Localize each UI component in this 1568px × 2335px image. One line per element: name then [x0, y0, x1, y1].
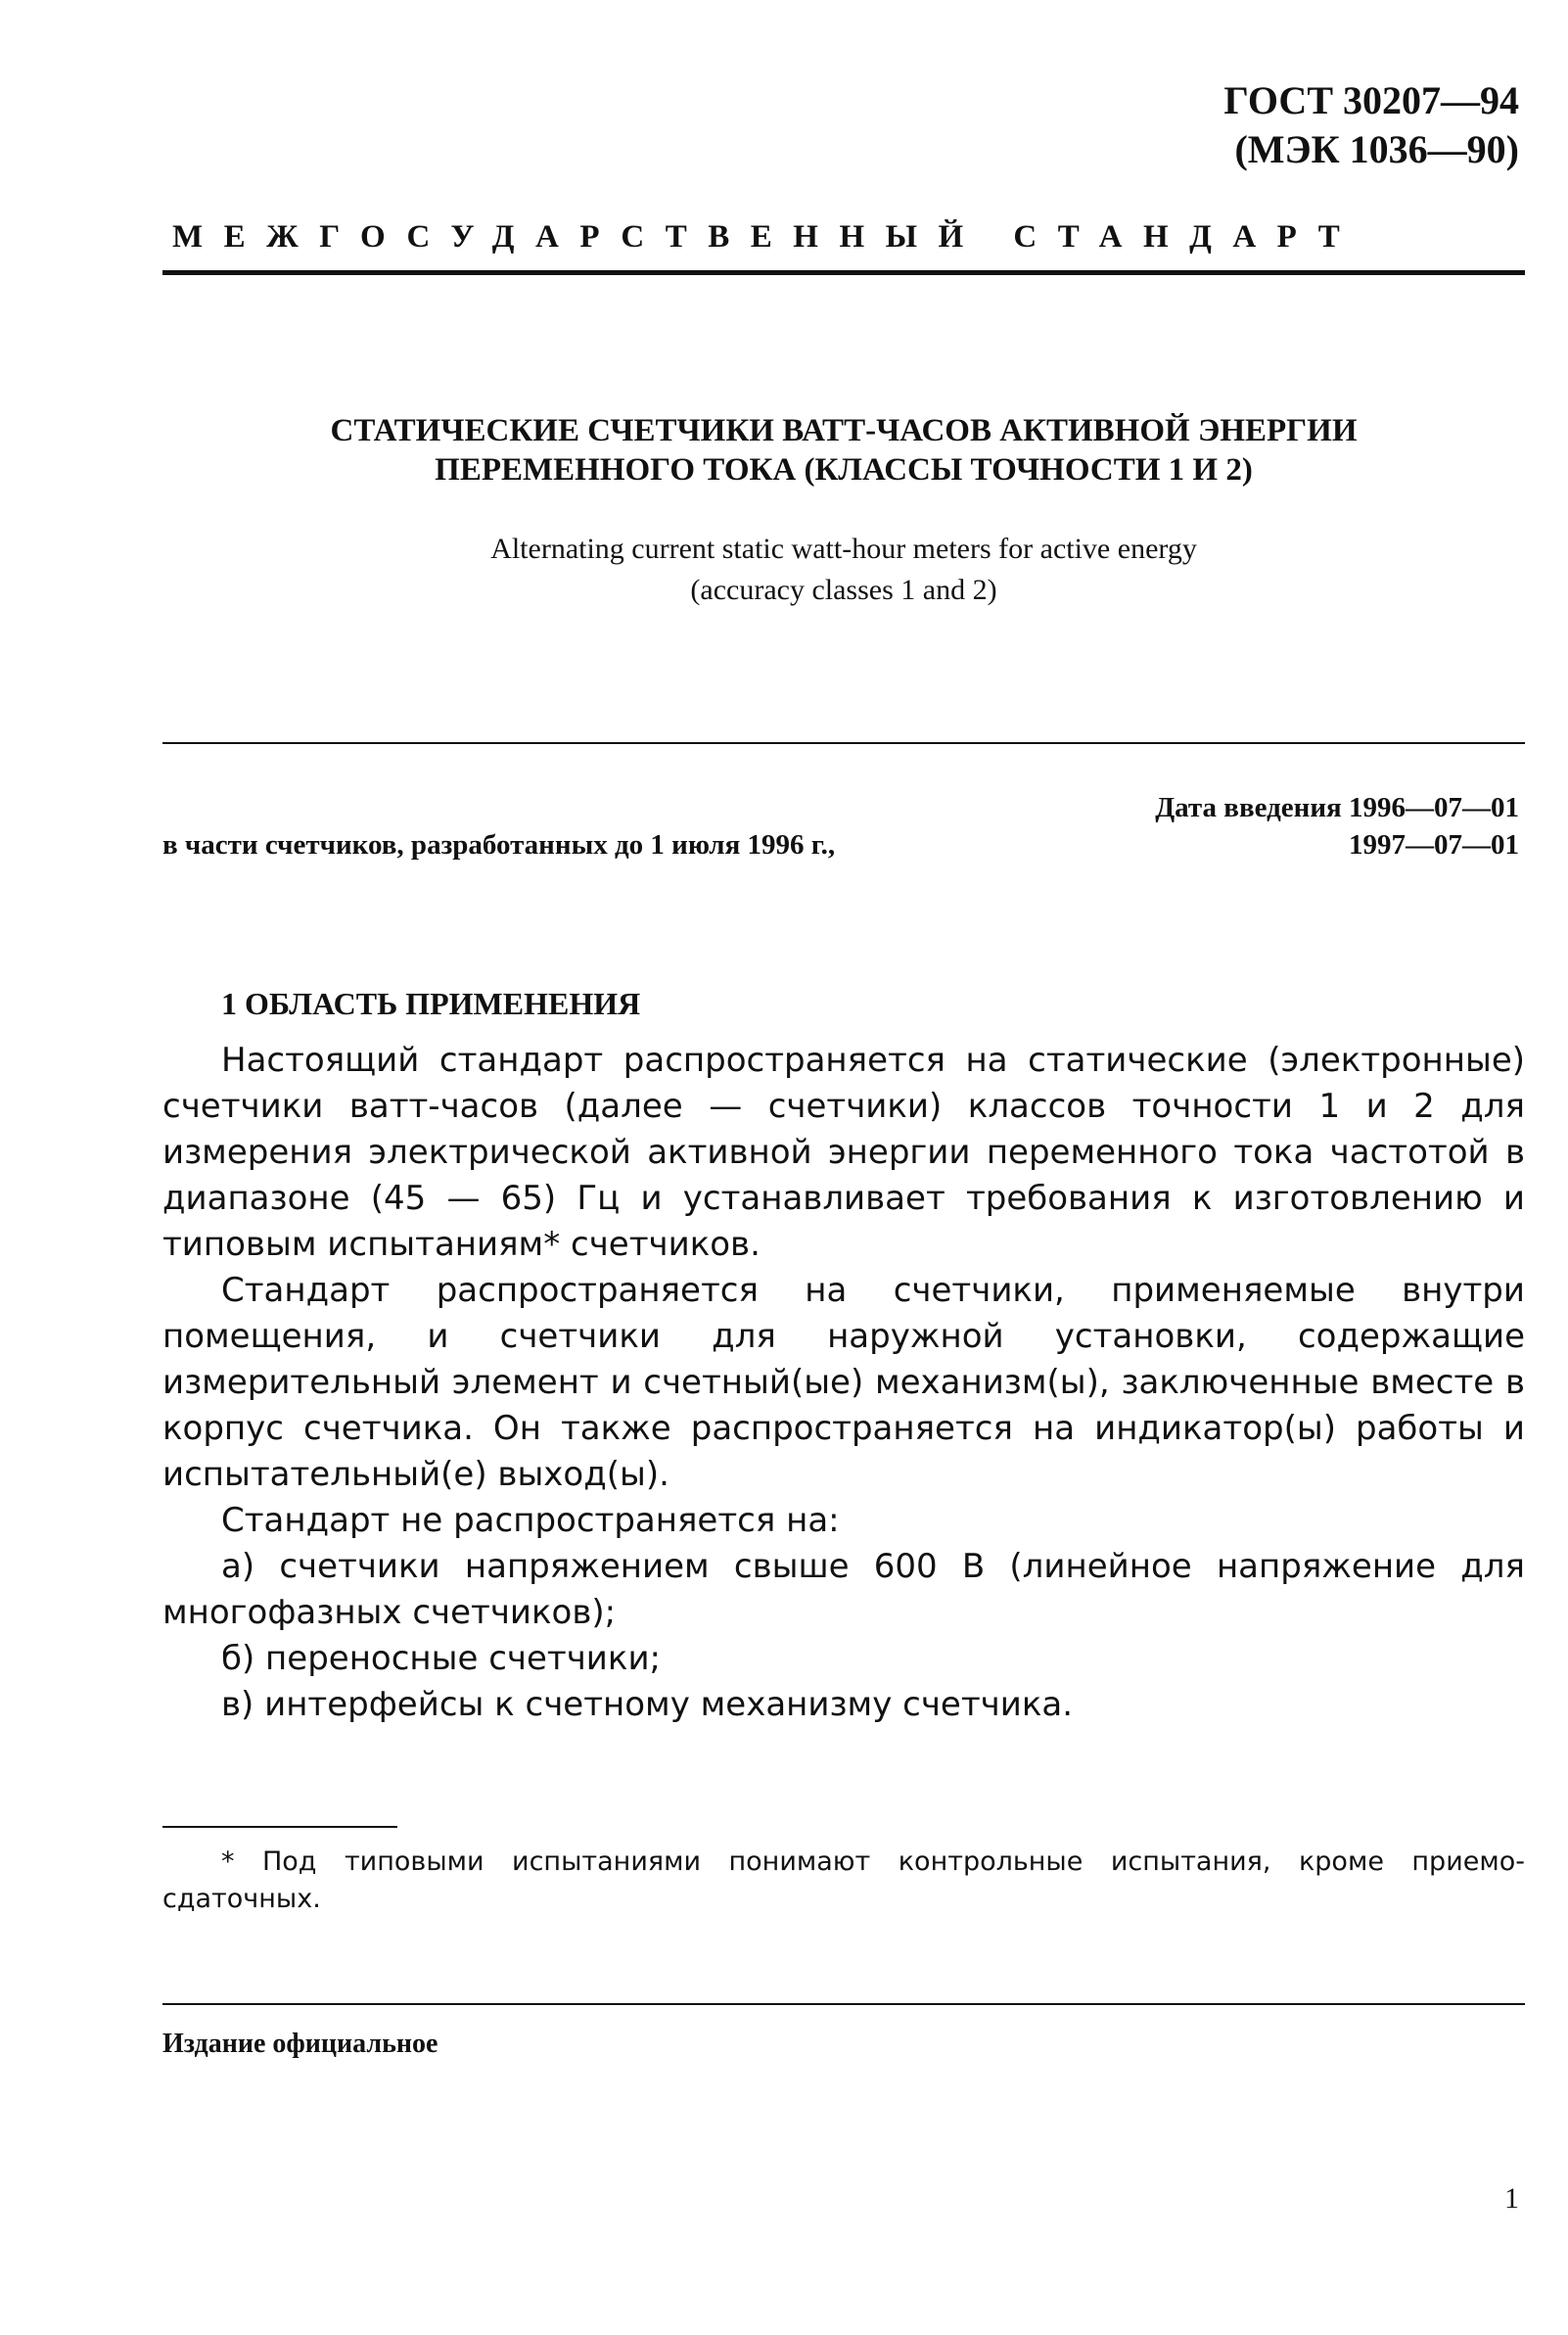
- conditional-date-text: в части счетчиков, разработанных до 1 июля 1996 г.,: [162, 829, 836, 861]
- standard-type: МЕЖГОСУДАРСТВЕННЫЙ СТАНДАРТ: [172, 219, 1361, 255]
- title-russian: [162, 411, 1525, 490]
- page-number: 1: [1504, 2182, 1519, 2215]
- footer-rule: [162, 2003, 1525, 2005]
- paragraph-applies: Стандарт распространяется на счетчики, применяемые внутри помещения, и счетчики для наружной установки, содержащие измерительный элемент и счетный(ые) механизм(ы), заключенные вместе в корпус счетчика. Он также распространяется на индикатор(ы) работы и испытательный(е) выход(ы).: [162, 1271, 1525, 1494]
- title-en-line1: Alternating current static watt-hour meters for active energy: [490, 533, 1197, 565]
- title-en-line2: (accuracy classes 1 and 2): [690, 574, 997, 606]
- title-ru-line2: ПЕРЕМЕННОГО ТОКА (КЛАССЫ ТОЧНОСТИ 1 И 2): [435, 452, 1253, 488]
- list-item-a: а) счетчики напряжением свыше 600 В (линейное напряжение для многофазных счетчиков);: [162, 1547, 1525, 1632]
- intro-date-value: 1996—07—01: [1349, 792, 1519, 823]
- title-rule: [162, 742, 1525, 744]
- footnote: [162, 1844, 1525, 1918]
- header-rule: [162, 270, 1525, 275]
- section-body: [162, 1038, 1525, 1728]
- footnote-text: * Под типовыми испытаниями понимают контрольные испытания, кроме приемо-сдаточных.: [162, 1846, 1525, 1914]
- section-heading: 1 ОБЛАСТЬ ПРИМЕНЕНИЯ: [221, 986, 641, 1021]
- gost-number: ГОСТ 30207—94: [1223, 78, 1519, 122]
- list-item-c: в) интерфейсы к счетному механизму счетчика.: [221, 1685, 1074, 1724]
- title-ru-line1: СТАТИЧЕСКИЕ СЧЕТЧИКИ ВАТТ-ЧАСОВ АКТИВНОЙ ЭНЕРГИИ: [330, 413, 1358, 448]
- title-english: [162, 529, 1525, 611]
- intro-date-label: Дата введения: [1155, 792, 1342, 823]
- footnote-rule: [162, 1826, 397, 1828]
- paragraph-scope: Настоящий стандарт распространяется на статические (электронные) счетчики ватт-часов (далее — счетчики) классов точности 1 и 2 для измерения электрической активной энергии переменного тока частотой в диапазоне (45 — 65) Гц и устанавливает требования к изготовлению и типовым испытаниям* счетчиков.: [162, 1041, 1525, 1264]
- paragraph-not-applies: Стандарт не распространяется на:: [221, 1501, 840, 1540]
- edition-note: Издание официальное: [162, 2029, 438, 2059]
- iec-number: (МЭК 1036—90): [1234, 127, 1519, 171]
- conditional-date-value: 1997—07—01: [1349, 829, 1519, 861]
- list-item-b: б) переносные счетчики;: [221, 1639, 661, 1678]
- gost-designation: [1223, 76, 1519, 174]
- intro-date-line: [1155, 789, 1519, 826]
